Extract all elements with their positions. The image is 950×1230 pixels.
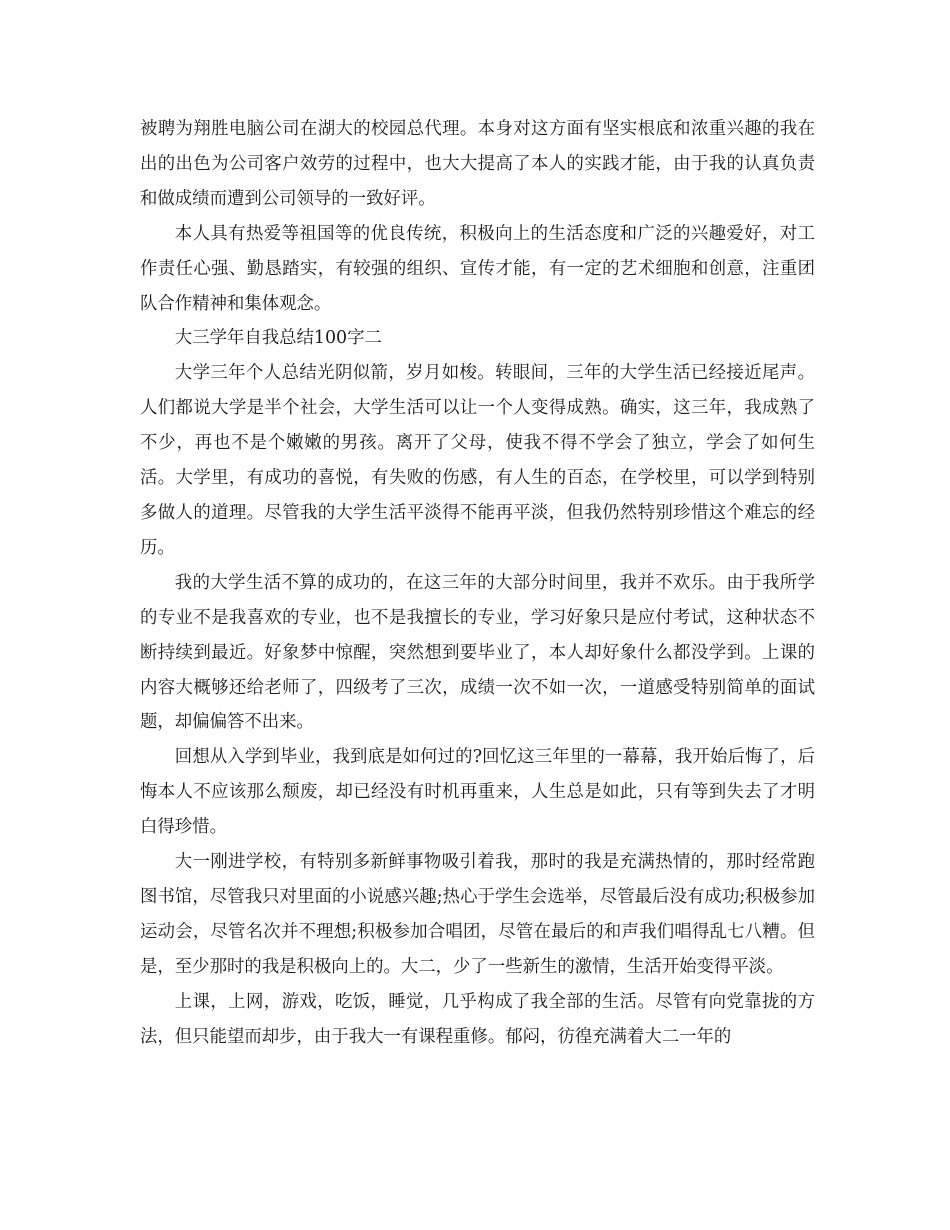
paragraph-freshman-year: 大一刚进学校，有特别多新鲜事物吸引着我，那时的我是充满热情的，那时经常跑图书馆，尽管我只对里面的小说感兴趣;热心于学生会选举，尽管最后没有成功;积极参加运动会，尽管名次并不理想;积极参加合唱团，尽管在最后的和声我们唱得乱七八糟。但是，至少那时的我是积极向上的。大二，少了一些新生的激情，生活开始变得平淡。 [140, 852, 815, 977]
paragraph-continuation: 被聘为翔胜电脑公司在湖大的校园总代理。本身对这方面有坚实根底和浓重兴趣的我在出的出色为公司客户效劳的过程中，也大大提高了本人的实践才能，由于我的认真负责和做成绩而遭到公司领导的一致好评。 [140, 119, 815, 209]
paragraph-daily-life: 上课，上网，游戏，吃饭，睡觉，几乎构成了我全部的生活。尽管有向党靠拢的方法，但只能望而却步，由于我大一有课程重修。郁闷，彷徨充满着大二一年的 [140, 991, 815, 1047]
paragraph-personal-qualities: 本人具有热爱等祖国等的优良传统，积极向上的生活态度和广泛的兴趣爱好，对工作责任心强、勤恳踏实，有较强的组织、宣传才能，有一定的艺术细胞和创意，注重团队合作精神和集体观念。 [140, 223, 815, 314]
paragraph-three-years-summary: 大学三年个人总结光阴似箭，岁月如梭。转眼间，三年的大学生活已经接近尾声。人们都说大学是半个社会，大学生活可以让一个人变得成熟。确实，这三年，我成熟了不少，再也不是个嫩嫩的男孩。离开了父母，使我不得不学会了独立，学会了如何生活。大学里，有成功的喜悦，有失败的伤感，有人生的百态，在学校里，可以学到特别多做人的道理。尽管我的大学生活平淡得不能再平淡，但我仍然特别珍惜这个难忘的经历。 [140, 363, 815, 558]
paragraph-not-successful: 我的大学生活不算的成功的，在这三年的大部分时间里，我并不欢乐。由于我所学的专业不是我喜欢的专业，也不是我擅长的专业，学习好象只是应付考试，这种状态不断持续到最近。好象梦中惊醒，突然想到要毕业了，本人却好象什么都没学到。上课的内容大概够还给老师了，四级考了三次，成绩一次不如一次，一道感受特别简单的面试题，却偏偏答不出来。 [140, 572, 815, 733]
section-heading: 大三学年自我总结100字二 [174, 328, 382, 349]
paragraph-regret: 回想从入学到毕业，我到底是如何过的?回忆这三年里的一幕幕，我开始后悔了，后悔本人不应该那么颓废，却已经没有时机再重来，人生总是如此，只有等到失去了才明白得珍惜。 [140, 747, 815, 838]
document-body [140, 112, 815, 1054]
